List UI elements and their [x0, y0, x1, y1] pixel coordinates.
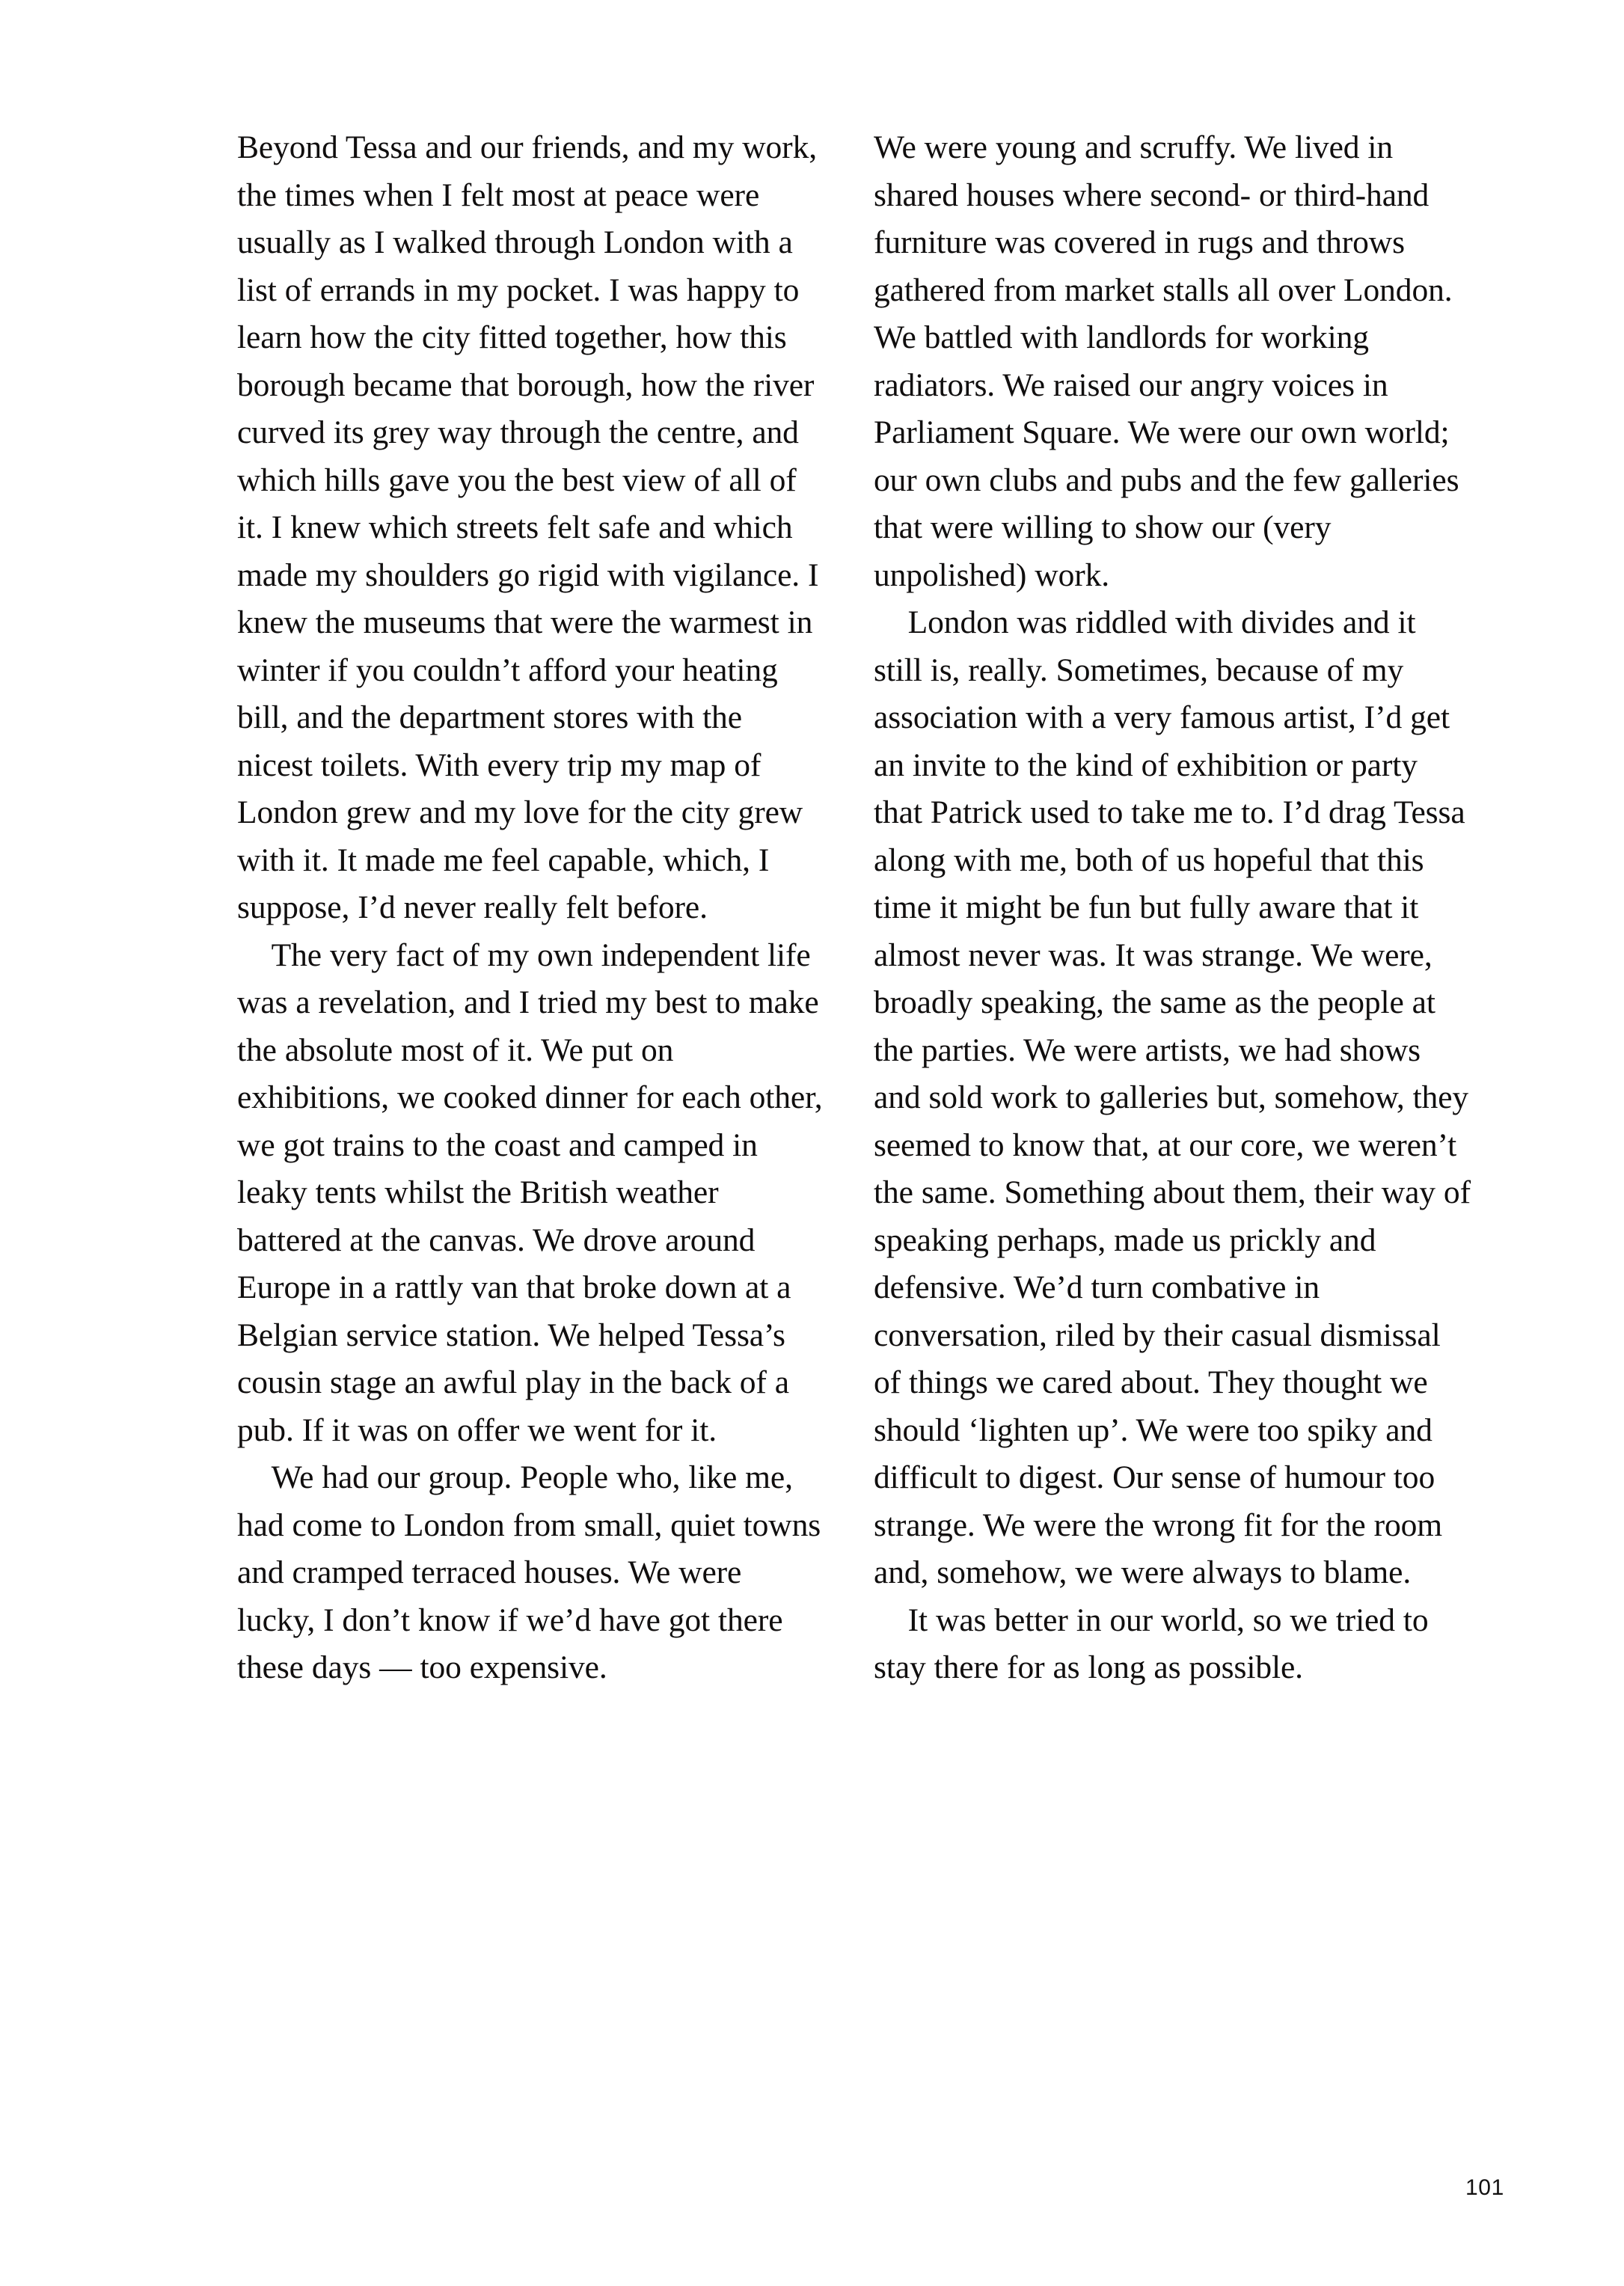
text-column-left	[237, 124, 824, 1692]
paragraph: We had our group. People who, like me, had come to London from small, quiet towns and cramped terraced houses. We were lucky, I don’t know if we’d have got there these days — too expensive.	[237, 1459, 821, 1685]
page-text-body	[237, 124, 1471, 1860]
paragraph: We were young and scruffy. We lived in shared houses where second- or third-hand furniture was covered in rugs and throws gathered from market stalls all over London. We battled with landlords for working radiators. We raised our angry voices in Parliament Square. We were our own world; our own clubs and pubs and the few galleries that were willing to show our (very unpolished) work.	[874, 129, 1459, 593]
paragraph: Beyond Tessa and our friends, and my work, the times when I felt most at peace were usually as I walked through London with a list of errands in my pocket. I was happy to learn how the city fitted together, how this borough became that borough, how the river curved its grey way through the centre, and which hills gave you the best view of all of it. I knew which streets felt safe and which made my shoulders go rigid with vigilance. I knew the museums that were the warmest in winter if you couldn’t afford your heating bill, and the department stores with the nicest toilets. With every trip my map of London grew and my love for the city grew with it. It made me feel capable, which, I suppose, I’d never really felt before.	[237, 129, 819, 925]
page-number: 101	[1465, 2175, 1504, 2200]
paragraph: It was better in our world, so we tried to stay there for as long as possible.	[874, 1602, 1429, 1685]
paragraph: London was riddled with divides and it still is, really. Sometimes, because of my association with a very famous artist, I’d get an invite to the kind of exhibition or party that Patrick used to take me to. I’d drag Tessa along with me, both of us hopeful that this time it might be fun but fully aware that it almost never was. It was strange. We were, broadly speaking, the same as the people at the parties. We were artists, we had shows and sold work to galleries but, somehow, they seemed to know that, at our core, we weren’t the same. Something about them, their way of speaking perhaps, made us prickly and defensive. We’d turn combative in conversation, riled by their casual dismissal of things we cared about. They thought we should ‘lighten up’. We were too spiky and difficult to digest. Our sense of humour too strange. We were the wrong fit for the room and, somehow, we were always to blame.	[874, 604, 1471, 1590]
paragraph: The very fact of my own independent life was a revelation, and I tried my best to make the absolute most of it. We put on exhibitions, we cooked dinner for each other, we got trains to the coast and camped in leaky tents whilst the British weather battered at the canvas. We drove around Europe in a rattly van that broke down at a Belgian service station. We helped Tessa’s cousin stage an awful play in the back of a pub. If it was on offer we went for it.	[237, 937, 823, 1448]
text-column-right	[874, 124, 1472, 1692]
